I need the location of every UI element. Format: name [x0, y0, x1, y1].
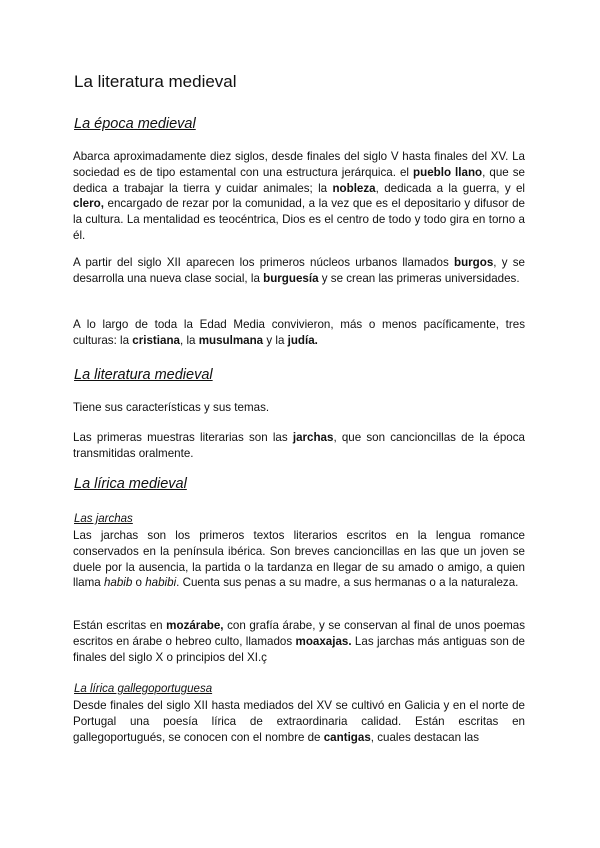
- paragraph-jarchas: Las jarchas son los primeros textos literarios escritos en la lengua romance conservados en la península ibérica. Son breves cancioncillas en las que un joven se duele por la ausencia, la partida o la tardanza en llegar de su amado o amigo, a quien llama habib o habibi. Cuenta sus penas a su madre, a sus hermanas o a la naturaleza.: [73, 529, 525, 590]
- paragraph-sociedad: Abarca aproximadamente diez siglos, desde finales del siglo V hasta finales del XV. La sociedad es de tipo estamental con una estructura jerárquica. el pueblo llano, que se dedica a trabajar la tierra y cuidar animales; la nobleza, dedicada a la guerra, y el clero, encargado de rezar por la comunidad, a la vez que es el depositario y difusor de la cultura. La mentalidad es teocéntrica, Dios es el centro de todo y todo gira en torno a él.: [73, 150, 525, 242]
- section-heading-literatura-medieval: La literatura medieval: [74, 367, 213, 383]
- paragraph-caracteristicas: Tiene sus características y sus temas.: [73, 401, 270, 414]
- paragraph-mozarabe: Están escritas en mozárabe, con grafía árabe, y se conservan al final de unos poemas escritos en árabe o hebreo culto, llamados moaxajas. Las jarchas más antiguas son de finales del siglo X o principios del XI.ç: [73, 619, 526, 664]
- document-title: La literatura medieval: [74, 72, 237, 91]
- paragraph-primeras-muestras: Las primeras muestras literarias son las jarchas, que son cancioncillas de la época transmitidas oralmente.: [73, 431, 525, 460]
- section-heading-lirica-medieval: La lírica medieval: [74, 476, 187, 492]
- paragraph-cantigas: Desde finales del siglo XII hasta mediados del XV se cultivó en Galicia y en el norte de Portugal una poesía lírica de extraordinaria calidad. Están escritas en gallegoportugués, se conocen con el nombre de cantigas, cuales destacan las: [73, 699, 525, 744]
- subheading-lirica-gallegoportuguesa: La lírica gallegoportuguesa: [74, 683, 213, 695]
- paragraph-burgos: A partir del siglo XII aparecen los primeros núcleos urbanos llamados burgos, y se desarrolla una nueva clase social, la burguesía y se crean las primeras universidades.: [73, 256, 525, 285]
- section-heading-epoca-medieval: La época medieval: [74, 116, 196, 132]
- subheading-jarchas: Las jarchas: [74, 513, 133, 525]
- paragraph-culturas: A lo largo de toda la Edad Media convivieron, más o menos pacíficamente, tres culturas: la cristiana, la musulmana y la judía.: [73, 318, 525, 347]
